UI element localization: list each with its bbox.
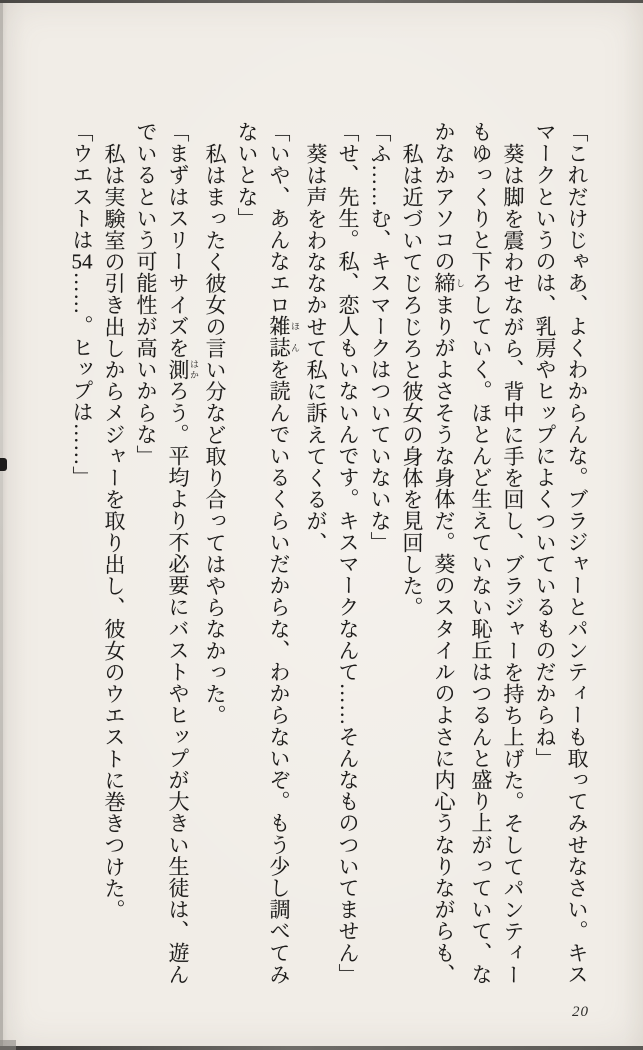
text-column: 「ふ……む、キスマークはついていないな」 [368,121,392,553]
text-column: かなかアソコの締 しまりがよさそうな身体だ。葵のスタイルのよさに内心うなりながらも、 [432,121,465,986]
text-column: 「せ、先生。私、恋人もいないんです。キスマークなんて……そんなものついてません」 [336,121,360,985]
scan-edge-top [0,0,643,3]
text-column: 葵は声をわななかせて私に訴えてくるが、 [304,143,328,554]
ruby-annotated-word: 雑誌 ほん [267,315,300,359]
text-column: 「いや、あんなエロ雑誌 ほんを読んでいるくらいだからな、わからないぞ。もう少し調べてみ [267,121,300,986]
text-column: 私は実験室の引き出しからメジャーを取り出し、彼女のウエストに巻きつけた。 [102,143,126,921]
text-column: でいるという可能性が高いからな」 [134,121,158,467]
text-column: 「これだけじゃあ、よくわからんな。ブラジャーとパンティーも取ってみせなさい。キス [565,121,589,985]
scan-edge-bottom [0,1046,643,1050]
text-column: もゆっくりと下ろしていく。ほとんど生えていない恥丘はつるんと盛り上がっていて、な [469,121,493,985]
vertical-text-block [66,121,593,1006]
text-column: ないとな」 [235,121,259,229]
text-column: 葵は脚を震わせながら、背中に手を回し、ブラジャーを持ち上げた。そしてパンティー [501,143,525,986]
text-column: 私は近づいてじろじろと彼女の身体を見回した。 [400,143,424,619]
scan-artifact-mark [0,458,7,471]
ruby-annotated-word: 締 し [432,272,465,294]
ruby-annotated-word: 測 はか [166,358,199,381]
scan-artifact-corner [0,1040,16,1050]
scan-edge-left [0,0,3,1050]
page-number: 20 [572,1004,589,1020]
text-column: 「まずはスリーサイズを測 はかろう。平均より不必要にバストやヒップが大きい生徒は、遊ん [166,121,199,986]
text-column: マークというのは、乳房やヒップによくついているものだからね」 [533,121,557,769]
horizontal-in-vertical-number: 54 [71,250,93,272]
text-column: 私はまったく彼女の言い分など取り合ってはやらなかった。 [203,143,227,727]
text-column: 「ウエストは54……。ヒップは……」 [70,121,94,488]
